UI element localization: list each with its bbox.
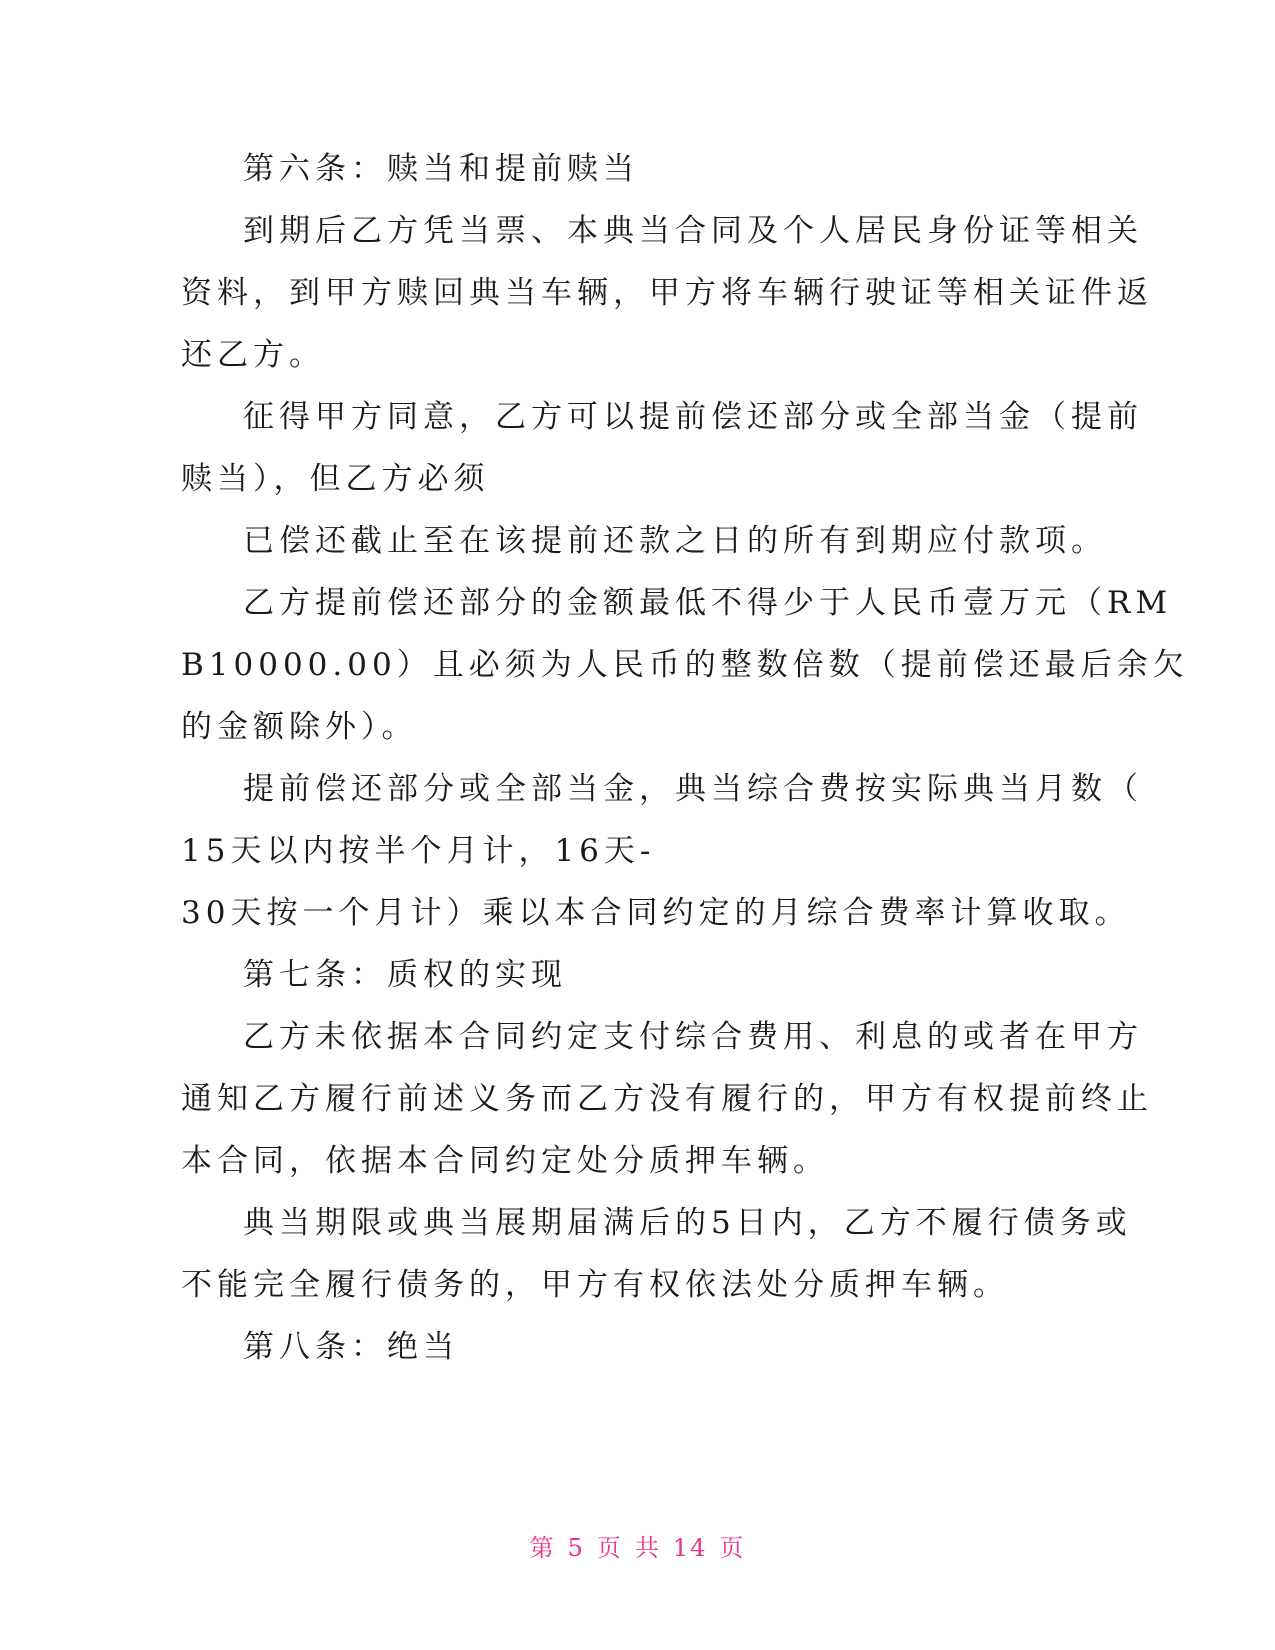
footer-page-word: 页 — [596, 1534, 623, 1562]
article-6-heading: 第六条：赎当和提前赎当 — [243, 151, 639, 187]
paragraph-line: B10000.00）且必须为人民币的整数倍数（提前偿还最后余欠 — [181, 647, 1189, 683]
article-8-heading: 第八条：绝当 — [243, 1329, 459, 1365]
paragraph-line: 典当期限或典当展期届满后的5日内，乙方不履行债务或 — [243, 1205, 1132, 1241]
footer-prefix: 第 — [529, 1534, 556, 1562]
footer-suffix: 页 — [719, 1534, 746, 1562]
paragraph-line: 提前偿还部分或全部当金，典当综合费按实际典当月数（ — [243, 771, 1143, 807]
paragraph-line: 30天按一个月计）乘以本合同约定的月综合费率计算收取。 — [181, 895, 1131, 931]
paragraph-line: 已偿还截止至在该提前还款之日的所有到期应付款项。 — [243, 523, 1107, 559]
footer-current-page: 5 — [567, 1534, 585, 1562]
paragraph-line: 征得甲方同意，乙方可以提前偿还部分或全部当金（提前 — [243, 399, 1143, 435]
paragraph-line: 乙方提前偿还部分的金额最低不得少于人民币壹万元（RM — [243, 585, 1173, 621]
paragraph-line: 本合同，依据本合同约定处分质押车辆。 — [181, 1143, 829, 1179]
paragraph-line: 到期后乙方凭当票、本典当合同及个人居民身份证等相关 — [243, 213, 1143, 249]
paragraph-line: 的金额除外）。 — [181, 709, 418, 745]
paragraph-line: 还乙方。 — [181, 337, 325, 373]
paragraph-line: 赎当），但乙方必须 — [181, 461, 490, 497]
footer-total-pages: 14 — [672, 1534, 708, 1562]
document-body — [181, 138, 1189, 1378]
footer-total-word: 共 — [634, 1534, 661, 1562]
article-7-heading: 第七条：质权的实现 — [243, 957, 567, 993]
paragraph-line: 通知乙方履行前述义务而乙方没有履行的，甲方有权提前终止 — [181, 1081, 1153, 1117]
paragraph-line: 资料，到甲方赎回典当车辆，甲方将车辆行驶证等相关证件返 — [181, 275, 1153, 311]
paragraph-line: 不能完全履行债务的，甲方有权依法处分质押车辆。 — [181, 1267, 1009, 1303]
paragraph-line: 15天以内按半个月计，16天- — [181, 833, 656, 869]
page-footer — [0, 1528, 1275, 1563]
paragraph-line: 乙方未依据本合同约定支付综合费用、利息的或者在甲方 — [243, 1019, 1143, 1055]
